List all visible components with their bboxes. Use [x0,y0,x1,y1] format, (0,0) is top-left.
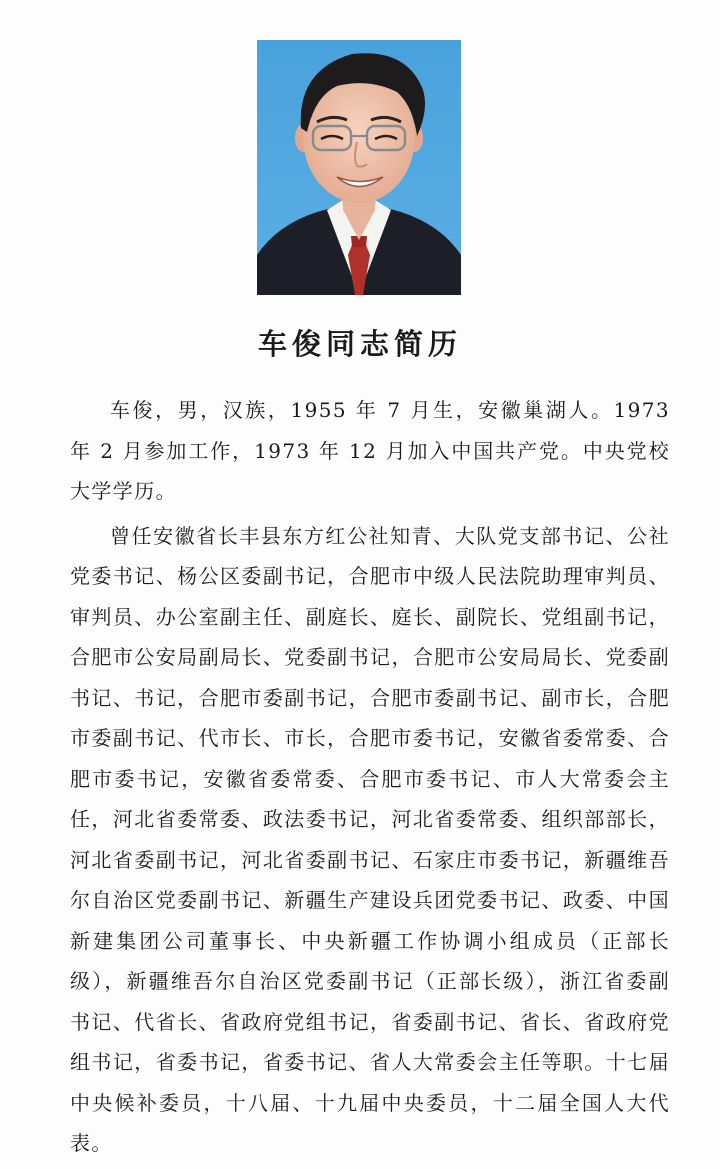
biography-body [70,390,670,1168]
portrait-photo [257,40,461,295]
document-title: 车俊同志简历 [257,327,462,361]
biography-paragraph-career: 曾任安徽省长丰县东方红公社知青、大队党支部书记、公社党委书记、杨公区委副书记，合肥市中级人民法院助理审判员、审判员、办公室副主任、副庭长、庭长、副院长、党组副书记，合肥市公安局副局长、党委副书记，合肥市公安局局长、党委副书记、书记，合肥市委副书记，合肥市委副书记、副市长，合肥市委副书记、代市长、市长，合肥市委书记，安徽省委常委、合肥市委书记，安徽省委常委、合肥市委书记、市人大常委会主任，河北省委常委、政法委书记，河北省委常委、组织部部长，河北省委副书记，河北省委副书记、石家庄市委书记，新疆维吾尔自治区党委副书记、新疆生产建设兵团党委书记、政委、中国新建集团公司董事长、中央新疆工作协调小组成员（正部长级），新疆维吾尔自治区党委副书记（正部长级），浙江省委副书记、代省长、省政府党组书记，省委副书记、省长、省政府党组书记，省委书记，省委书记、省人大常委会主任等职。十七届中央候补委员，十八届、十九届中央委员，十二届全国人大代表。 [70,523,670,1155]
biography-paragraph-basic-info: 车俊，男，汉族，1955 年 7 月生，安徽巢湖人。1973 年 2 月参加工作，1973 年 12 月加入中国共产党。中央党校大学学历。 [70,398,670,503]
